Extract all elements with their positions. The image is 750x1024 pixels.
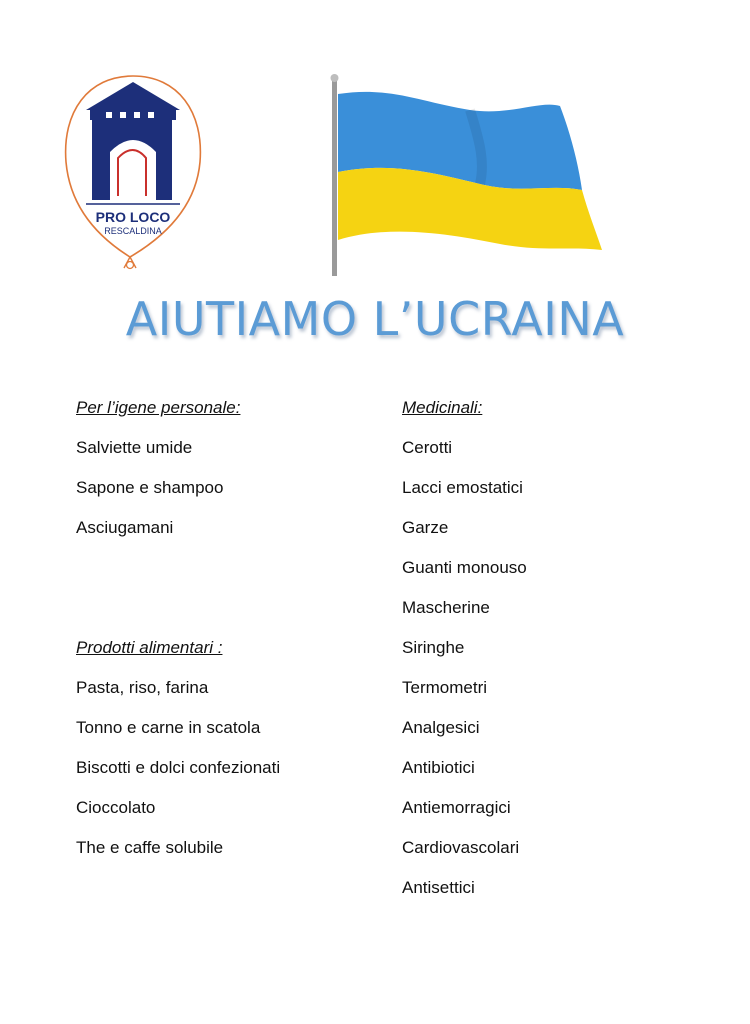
list-item: Tonno e carne in scatola	[76, 718, 261, 737]
right-column	[402, 394, 702, 914]
list-item: Asciugamani	[76, 518, 174, 537]
list-item: Sapone e shampoo	[76, 478, 224, 497]
list-item: Analgesici	[402, 718, 480, 737]
list-item: Cardiovascolari	[402, 838, 520, 857]
pro-loco-logo-graphic	[58, 72, 208, 272]
list-item: Mascherine	[402, 598, 490, 617]
list-item: Salviette umide	[76, 438, 193, 457]
list-item: Guanti monouso	[402, 558, 527, 577]
list-item: The e caffe solubile	[76, 838, 224, 857]
list-item: Garze	[402, 518, 449, 537]
list-item: Termometri	[402, 678, 488, 697]
section-heading-food-products: Prodotti alimentari :	[76, 638, 223, 657]
list-item: Antisettici	[402, 878, 475, 897]
list-item: Biscotti e dolci confezionati	[76, 758, 281, 777]
list-item: Pasta, riso, farina	[76, 678, 209, 697]
list-item: Antiemorragici	[402, 798, 511, 817]
left-column	[76, 394, 376, 874]
ukraine-flag-graphic	[320, 72, 610, 282]
list-item: Cerotti	[402, 438, 453, 457]
list-item: Lacci emostatici	[402, 478, 523, 497]
logo-line2: RESCALDINA	[104, 226, 162, 236]
list-item: Cioccolato	[76, 798, 156, 817]
list-item: Antibiotici	[402, 758, 475, 777]
section-heading-personal-hygiene: Per l’igene personale:	[76, 398, 241, 417]
page-title: AIUTIAMO L’UCRAINA	[125, 292, 625, 346]
logo-line1: PRO LOCO	[95, 209, 171, 225]
pro-loco-logo	[58, 72, 208, 272]
ukraine-flag-icon	[320, 72, 610, 282]
list-item: Siringhe	[402, 638, 465, 657]
section-heading-medicines: Medicinali:	[402, 398, 483, 417]
